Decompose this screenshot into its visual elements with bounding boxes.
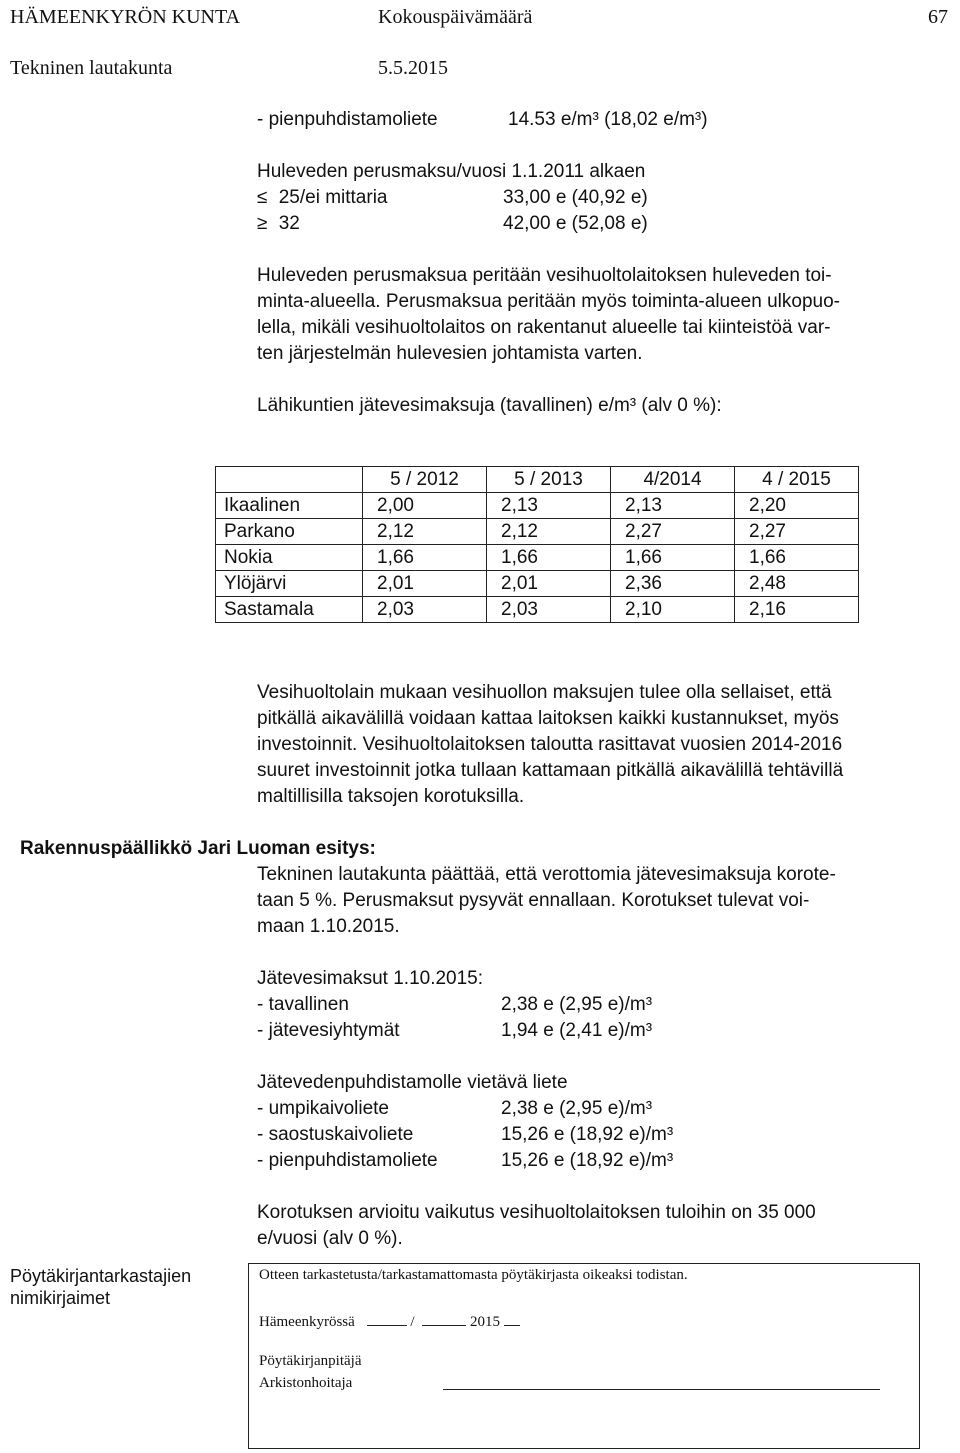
proposal-line: Tekninen lautakunta päättää, että verottomia jätevesimaksuja korote- xyxy=(257,864,836,885)
stormwater-row-2 xyxy=(257,211,300,237)
fee-cell: 1,66 xyxy=(735,545,859,571)
wastewater-item-value: 2,38 e (2,95 e)/m³ xyxy=(501,994,653,1015)
fee-cell: 1,66 xyxy=(487,545,611,571)
fee-cell: 2,03 xyxy=(487,597,611,623)
fee-cell: 1,66 xyxy=(363,545,487,571)
municipality-cell: Nokia xyxy=(216,545,363,571)
place-date-line xyxy=(259,1310,520,1331)
municipality-cell: Ikaalinen xyxy=(216,493,363,519)
stormwater-row-1-label: 25/ei mittaria xyxy=(278,187,388,208)
law-para-line: pitkällä aikavälillä voidaan kattaa laitoksen kaikki kustannukset, myös xyxy=(257,708,839,729)
stormwater-row-2-value: 42,00 e (52,08 e) xyxy=(503,213,648,234)
table-row xyxy=(216,519,859,545)
stormwater-row-2-label: 32 xyxy=(278,213,300,234)
fee-cell: 2,36 xyxy=(611,571,735,597)
municipality-name: HÄMEENKYRÖN KUNTA xyxy=(10,6,241,28)
fee-cell: 2,13 xyxy=(487,493,611,519)
law-para-line: Vesihuoltolain mukaan vesihuollon maksujen tulee olla sellaiset, että xyxy=(257,682,832,703)
table-row xyxy=(216,493,859,519)
column-header: 5 / 2013 xyxy=(487,467,611,493)
wastewater-item-label: - tavallinen xyxy=(257,994,349,1015)
proposal-line: maan 1.10.2015. xyxy=(257,916,400,937)
table-row xyxy=(216,571,859,597)
neighbours-heading: Lähikuntien jätevesimaksuja (tavallinen) e/m³ (alv 0 %): xyxy=(257,395,722,416)
column-header: 4/2014 xyxy=(611,467,735,493)
day-blank xyxy=(367,1310,407,1326)
fee-cell: 2,12 xyxy=(487,519,611,545)
municipality-cell: Sastamala xyxy=(216,597,363,623)
fee-cell: 2,48 xyxy=(735,571,859,597)
page-number: 67 xyxy=(928,6,948,28)
fee-cell: 1,66 xyxy=(611,545,735,571)
proposal-heading: Rakennuspäällikkö Jari Luoman esitys: xyxy=(20,838,376,859)
municipality-cell: Parkano xyxy=(216,519,363,545)
sludge-item-label: - umpikaivoliete xyxy=(257,1098,389,1119)
stormwater-row-1 xyxy=(257,185,388,211)
wastewater-item-value: 1,94 e (2,41 e)/m³ xyxy=(501,1020,653,1041)
date-slash: / xyxy=(410,1314,415,1330)
pienpuhdistamoliete-value: 14.53 e/m³ (18,02 e/m³) xyxy=(508,109,708,130)
sludge-item-value: 15,26 e (18,92 e)/m³ xyxy=(501,1124,674,1145)
stormwater-row-1-value: 33,00 e (40,92 e) xyxy=(503,187,648,208)
column-header: 4 / 2015 xyxy=(735,467,859,493)
law-para-line: investoinnit. Vesihuoltolaitoksen taloutta rasittavat vuosien 2014-2016 xyxy=(257,734,843,755)
fee-cell: 2,00 xyxy=(363,493,487,519)
place-name: Hämeenkyrössä xyxy=(259,1314,355,1330)
sludge-item-value: 15,26 e (18,92 e)/m³ xyxy=(501,1150,674,1171)
law-para-line: maltillisilla taksojen korotuksilla. xyxy=(257,786,525,807)
municipality-cell: Ylöjärvi xyxy=(216,571,363,597)
impact-line: Korotuksen arvioitu vaikutus vesihuoltolaitoksen tuloihin on 35 000 xyxy=(257,1202,816,1223)
stormwater-heading: Huleveden perusmaksu/vuosi 1.1.2011 alkaen xyxy=(257,161,646,182)
signature-line xyxy=(443,1389,880,1390)
fee-cell: 2,13 xyxy=(611,493,735,519)
meeting-date: 5.5.2015 xyxy=(378,57,448,79)
fee-cell: 2,20 xyxy=(735,493,859,519)
fee-cell: 2,27 xyxy=(735,519,859,545)
stormwater-para-line: ten järjestelmän hulevesien johtamista varten. xyxy=(257,343,643,364)
fee-cell: 2,16 xyxy=(735,597,859,623)
fee-cell: 2,01 xyxy=(363,571,487,597)
fee-cell: 2,27 xyxy=(611,519,735,545)
certification-text: Otteen tarkastetusta/tarkastamattomasta pöytäkirjasta oikeaksi todistan. xyxy=(259,1267,688,1283)
year-tail-blank xyxy=(504,1310,520,1326)
stormwater-para-line: minta-alueella. Perusmaksua peritään myös toiminta-alueen ulkopuo- xyxy=(257,291,840,312)
stormwater-para-line: Huleveden perusmaksua peritään vesihuoltolaitoksen huleveden toi- xyxy=(257,265,832,286)
initials-line: nimikirjaimet xyxy=(10,1288,111,1308)
sludge-item-label: - saostuskaivoliete xyxy=(257,1124,414,1145)
month-blank xyxy=(422,1310,466,1326)
wastewater-heading: Jätevesimaksut 1.10.2015: xyxy=(257,968,484,989)
archivist: Arkistonhoitaja xyxy=(259,1375,353,1391)
neighbour-fees-table xyxy=(215,466,859,623)
sludge-item-label: - pienpuhdistamoliete xyxy=(257,1150,438,1171)
sludge-item-value: 2,38 e (2,95 e)/m³ xyxy=(501,1098,653,1119)
fee-cell: 2,03 xyxy=(363,597,487,623)
table-header-row xyxy=(216,467,859,493)
table-row xyxy=(216,545,859,571)
minutes-checkers-line: Pöytäkirjantarkastajien xyxy=(10,1266,192,1286)
board-name: Tekninen lautakunta xyxy=(10,57,173,79)
sludge-heading: Jätevedenpuhdistamolle vietävä liete xyxy=(257,1072,568,1093)
impact-line: e/vuosi (alv 0 %). xyxy=(257,1228,403,1249)
meeting-date-label: Kokouspäivämäärä xyxy=(378,6,533,28)
less-equal-symbol: ≤ xyxy=(257,187,268,208)
stormwater-para-line: lella, mikäli vesihuoltolaitos on rakentanut alueelle tai kiinteistöä var- xyxy=(257,317,831,338)
year: 2015 xyxy=(469,1314,500,1330)
pienpuhdistamoliete-label: - pienpuhdistamoliete xyxy=(257,109,438,130)
wastewater-item-label: - jätevesiyhtymät xyxy=(257,1020,400,1041)
column-header xyxy=(216,467,363,493)
law-para-line: suuret investoinnit jotka tullaan kattamaan pitkällä aikavälillä tehtävillä xyxy=(257,760,844,781)
minutes-keeper: Pöytäkirjanpitäjä xyxy=(259,1353,362,1369)
minutes-checkers-label xyxy=(10,1265,191,1309)
greater-equal-symbol: ≥ xyxy=(257,213,268,234)
fee-cell: 2,10 xyxy=(611,597,735,623)
fee-cell: 2,01 xyxy=(487,571,611,597)
column-header: 5 / 2012 xyxy=(363,467,487,493)
proposal-line: taan 5 %. Perusmaksut pysyvät ennallaan. Korotukset tulevat voi- xyxy=(257,890,810,911)
fee-cell: 2,12 xyxy=(363,519,487,545)
table-row xyxy=(216,597,859,623)
